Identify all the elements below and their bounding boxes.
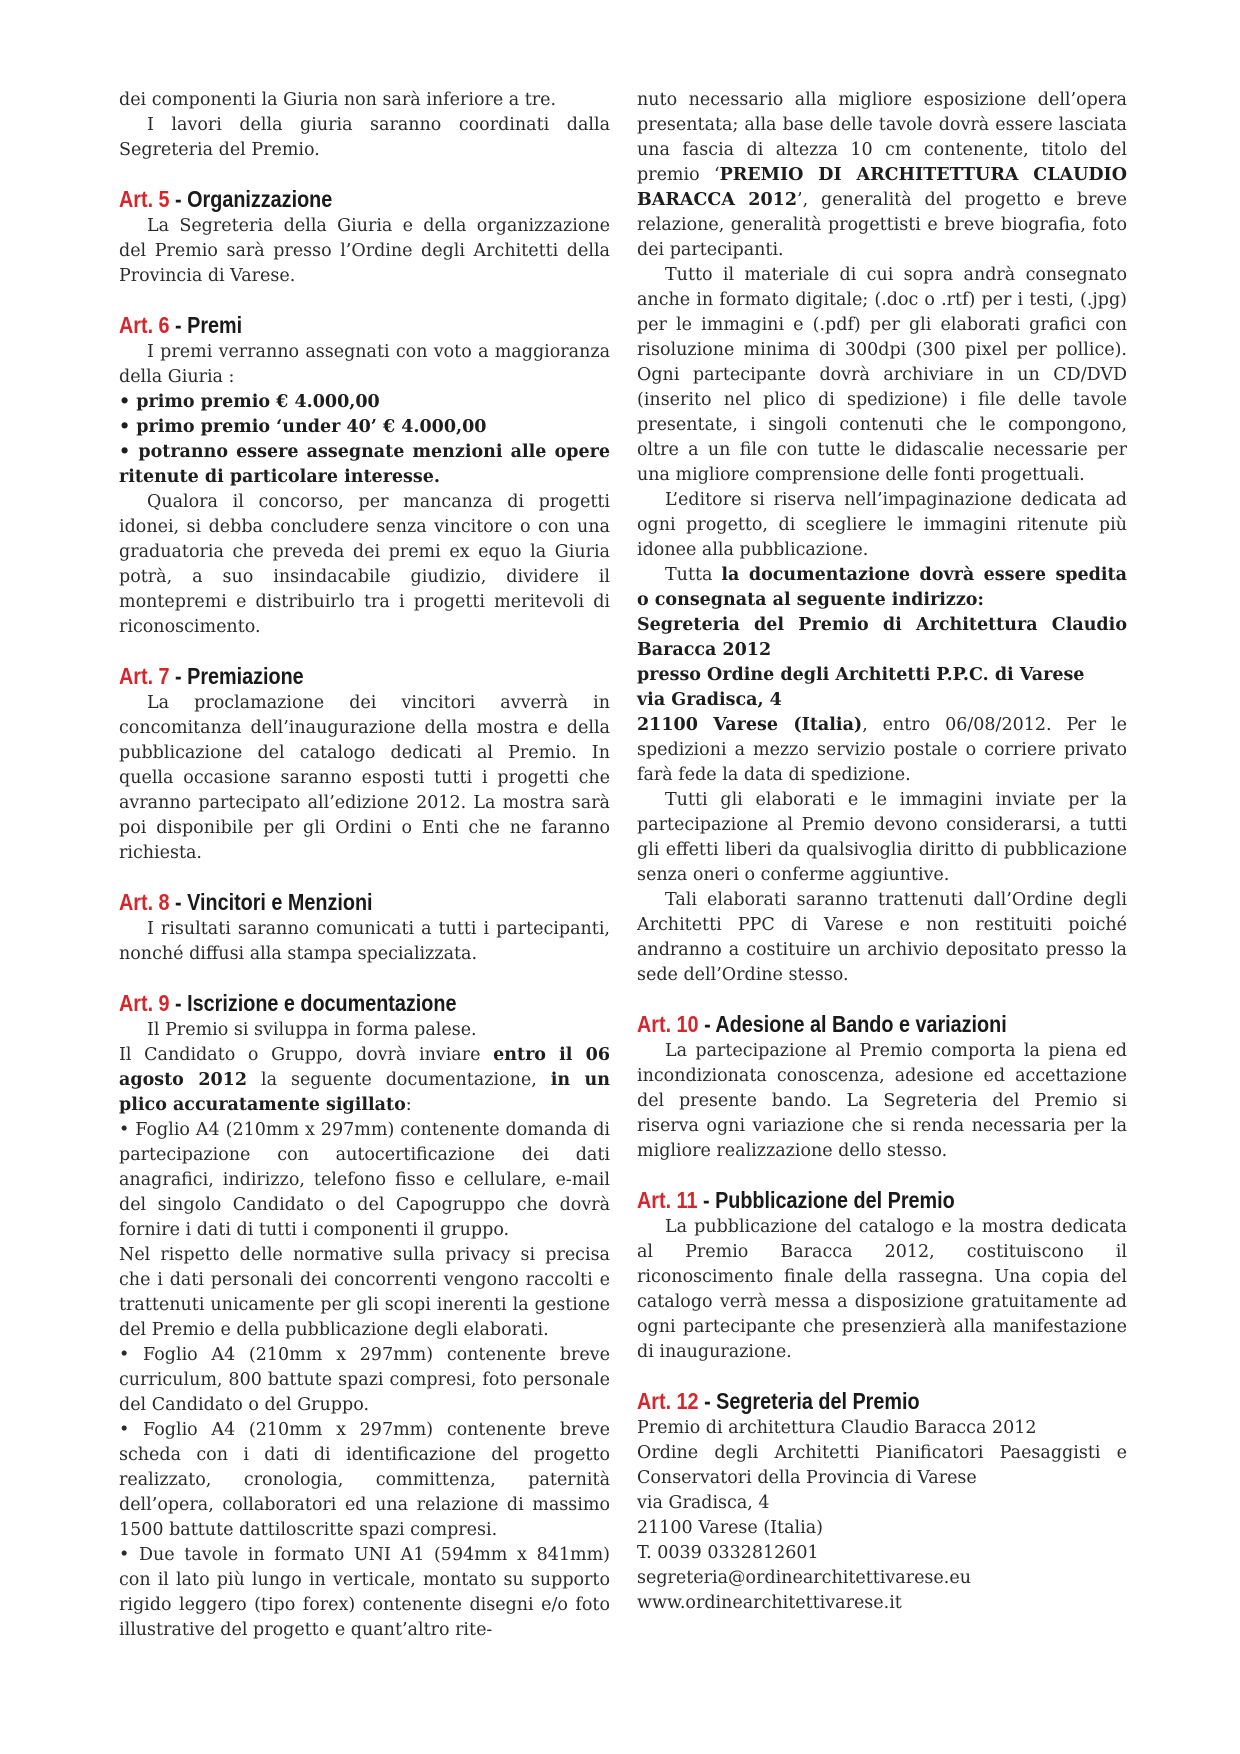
- contact-email[interactable]: segreteria@ordinearchitettivarese.eu: [637, 1568, 971, 1588]
- address-line-3: via Gradisca, 4: [637, 690, 782, 710]
- address-line-2: presso Ordine degli Architetti P.P.C. di Varese: [637, 665, 1085, 685]
- art7-title: Premiazione: [187, 663, 304, 689]
- art9-heading: [119, 989, 541, 1017]
- art6-bullet-3: • potranno essere assegnate menzioni alle opere ritenute di particolare interesse.: [119, 442, 610, 487]
- contact-line-4: 21100 Varese (Italia): [637, 1518, 823, 1538]
- shipping-paragraph: Tutta la documentazione dovrà essere spedita o consegnata al seguente indirizzo:: [637, 565, 1127, 610]
- art11-text: La pubblicazione del catalogo e la mostra dedicata al Premio Baracca 2012, costituiscono il riconoscimento finale della rassegna. Una copia del catalogo verrà messa a disposizione gratuitamente ad ogni partecipante che presenzierà alla manifestazione di inaugurazione.: [637, 1217, 1127, 1362]
- art6-separator: -: [169, 312, 188, 338]
- art6-number: Art. 6: [119, 312, 170, 338]
- art6-bullet-1: • primo premio € 4.000,00: [119, 392, 380, 412]
- art10-text: La partecipazione al Premio comporta la piena ed incondizionata conoscenza, adesione ed accettazione del presente bando. La Segreteria del Premio si riserva ogni variazione che si renda necessaria per la migliore realizzazione dello stesso.: [637, 1041, 1127, 1161]
- contact-line-1: Premio di architettura Claudio Baracca 2012: [637, 1418, 1037, 1438]
- art9-p4: Nel rispetto delle normative sulla privacy si precisa che i dati personali dei concorrenti vengono raccolti e trattenuti unicamente per gli scopi inerenti la gestione del Premio e della pubblicazione degli elaborati.: [119, 1245, 610, 1340]
- contact-phone: T. 0039 0332812601: [637, 1543, 819, 1563]
- art9-p7: • Due tavole in formato UNI A1 (594mm x 841mm) con il lato più lungo in verticale, montato su supporto rigido leggero (tipo forex) contenente disegni e/o foto illustrative del progetto e quant’altro rite-: [119, 1545, 610, 1640]
- contact-website[interactable]: www.ordinearchitettivarese.it: [637, 1593, 902, 1613]
- art8-title: Vincitori e Menzioni: [187, 889, 373, 915]
- art7-separator: -: [169, 663, 188, 689]
- art7-text: La proclamazione dei vincitori avverrà in concomitanza dell’inaugurazione della mostra e della pubblicazione del catalogo dedicati al Premio. In quella occasione saranno esposti tutti i progetti che avranno partecipato all’edizione 2012. La mostra sarà poi disponibile per gli Ordini o Enti che ne faranno richiesta.: [119, 693, 610, 863]
- art7-number: Art. 7: [119, 663, 170, 689]
- digital-format-paragraph: Tutto il materiale di cui sopra andrà consegnato anche in formato digitale; (.doc o .rtf) per i testi, (.jpg) per le immagini e (.pdf) per gli elaborati grafici con risoluzione minima di 300dpi (300 pixel per pollice). Ogni partecipante dovrà archiviare in un CD/DVD (inserito nel plico di spedizione) i file delle tavole presentate, i singoli contenuti che le compongono, oltre a un file con tutte le didascalie necessarie per una migliore comprensione delle fonti progettuali.: [637, 265, 1127, 485]
- art11-separator: -: [697, 1187, 716, 1213]
- address-line-4: 21100 Varese (Italia), entro 06/08/2012. Per le spedizioni a mezzo servizio postale o corriere privato farà fede la data di spedizione.: [637, 715, 1128, 785]
- art12-heading: [637, 1387, 1058, 1415]
- left-column: [119, 88, 610, 1643]
- art12-separator: -: [698, 1388, 717, 1414]
- art9-p2: Il Candidato o Gruppo, dovrà inviare entro il 06 agosto 2012 la seguente documentazione, in un plico accuratamente sigillato:: [119, 1045, 611, 1115]
- art7-heading: [119, 662, 541, 690]
- art9-title: Iscrizione e documentazione: [187, 990, 457, 1016]
- art6-intro: I premi verranno assegnati con voto a maggioranza della Giuria :: [119, 342, 610, 387]
- address-line-1: Segreteria del Premio di Architettura Claudio Baracca 2012: [637, 615, 1127, 660]
- art11-heading: [637, 1186, 1058, 1214]
- art6-text: Qualora il concorso, per mancanza di progetti idonei, si debba concludere senza vincitore o con una graduatoria che preveda dei premi ex equo la Giuria potrà, a suo insindacabile giudizio, dividere il montepremi e distribuirlo tra i progetti meritevoli di riconoscimento.: [119, 492, 610, 637]
- art8-heading: [119, 888, 541, 916]
- art5-title: Organizzazione: [187, 186, 333, 212]
- art5-separator: -: [169, 186, 188, 212]
- art10-separator: -: [698, 1011, 716, 1037]
- art5-text: La Segreteria della Giuria e della organizzazione del Premio sarà presso l’Ordine degli Architetti della Provincia di Varese.: [119, 216, 610, 286]
- right-column: [637, 88, 1127, 1616]
- art12-number: Art. 12: [637, 1388, 699, 1414]
- contact-line-2: Ordine degli Architetti Pianificatori Paesaggisti e Conservatori della Provincia di Varese: [637, 1443, 1127, 1488]
- archive-paragraph: Tali elaborati saranno trattenuti dall’Ordine degli Architetti PPC di Varese e non restituiti poiché andranno a costituire un archivio depositato presso la sede dell’Ordine stesso.: [637, 890, 1127, 985]
- art5-heading: [119, 185, 541, 213]
- art9-number: Art. 9: [119, 990, 170, 1016]
- art6-title: Premi: [187, 312, 243, 338]
- intro-paragraph: I lavori della giuria saranno coordinati dalla Segreteria del Premio.: [119, 115, 610, 160]
- art9-p6: • Foglio A4 (210mm x 297mm) contenente breve scheda con i dati di identificazione del progetto realizzato, cronologia, committenza, paternità dell’opera, collaboratori ed una relazione di massimo 1500 battute dattiloscritte spazi compresi.: [119, 1420, 610, 1540]
- editor-paragraph: L’editore si riserva nell’impaginazione dedicata ad ogni progetto, di scegliere le immagini ritenute più idonee alla pubblicazione.: [637, 490, 1127, 560]
- intro-line: dei componenti la Giuria non sarà inferiore a tre.: [119, 90, 557, 110]
- art12-title: Segreteria del Premio: [716, 1388, 920, 1414]
- art11-title: Pubblicazione del Premio: [715, 1187, 955, 1213]
- art8-text: I risultati saranno comunicati a tutti i partecipanti, nonché diffusi alla stampa specializzata.: [119, 919, 610, 964]
- art10-heading: [637, 1010, 1058, 1038]
- art9-p1: Il Premio si sviluppa in forma palese.: [147, 1020, 477, 1040]
- art5-number: Art. 5: [119, 186, 170, 212]
- art10-number: Art. 10: [637, 1011, 699, 1037]
- contact-line-3: via Gradisca, 4: [637, 1493, 770, 1513]
- rights-paragraph: Tutti gli elaborati e le immagini inviate per la partecipazione al Premio devono considerarsi, a tutti gli effetti liberi da qualsivoglia diritto di pubblicazione senza oneri o conferme aggiuntive.: [637, 790, 1127, 885]
- art11-number: Art. 11: [637, 1187, 698, 1213]
- art9-separator: -: [169, 990, 188, 1016]
- art6-heading: [119, 311, 541, 339]
- art9-continuation: nuto necessario alla migliore esposizione dell’opera presentata; alla base delle tavole dovrà essere lasciata una fascia di altezza 10 cm contenente, titolo del premio ‘PREMIO DI ARCHITETTURA CLAUDIO BARACCA 2012’, generalità del progetto e breve relazione, generalità progettisti e breve biografia, foto dei partecipanti.: [637, 90, 1127, 260]
- art9-p3: • Foglio A4 (210mm x 297mm) contenente domanda di partecipazione con autocertificazione dei dati anagrafici, indirizzo, telefono fisso e cellulare, e-mail del singolo Candidato o del Capogruppo che dovrà fornire i dati di tutti i componenti il gruppo.: [119, 1120, 610, 1240]
- art6-bullet-2: • primo premio ‘under 40’ € 4.000,00: [119, 417, 487, 437]
- art10-title: Adesione al Bando e variazioni: [715, 1011, 1007, 1037]
- art8-separator: -: [169, 889, 188, 915]
- art8-number: Art. 8: [119, 889, 170, 915]
- art9-p5: • Foglio A4 (210mm x 297mm) contenente breve curriculum, 800 battute spazi compresi, foto personale del Candidato o del Gruppo.: [119, 1345, 610, 1415]
